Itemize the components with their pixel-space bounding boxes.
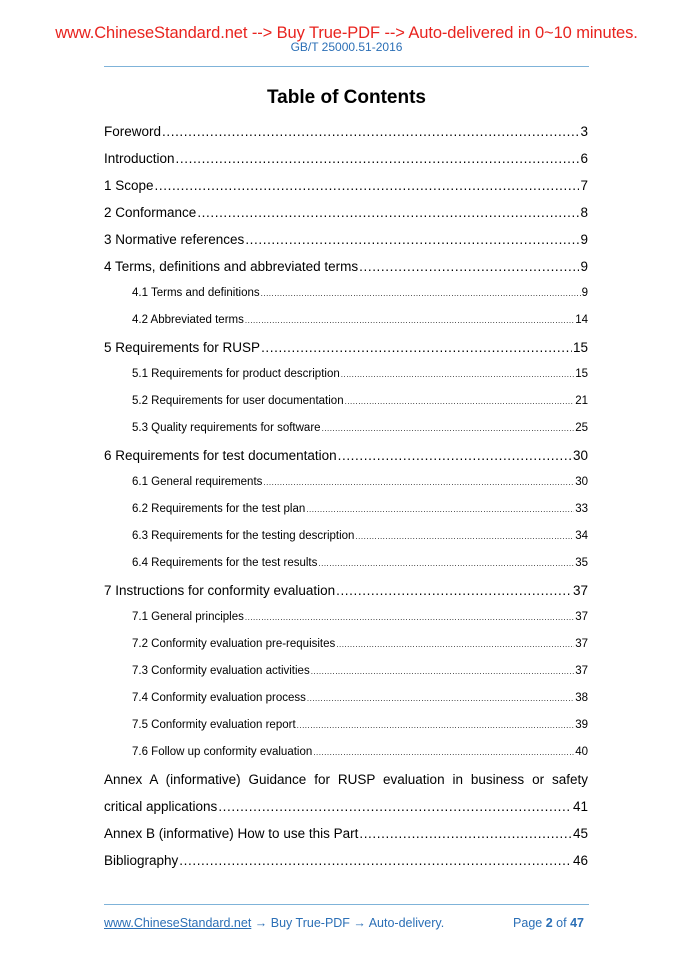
toc-entry[interactable] (104, 442, 588, 469)
toc-page-number: 37 (575, 638, 588, 650)
dot-leader (359, 820, 572, 847)
table-of-contents (104, 118, 588, 874)
toc-entry[interactable] (104, 361, 588, 388)
toc-page-number: 21 (575, 395, 588, 407)
page-label: Page (513, 916, 543, 930)
toc-entry[interactable] (104, 307, 588, 334)
toc-entry[interactable] (104, 523, 588, 550)
dot-leader (338, 442, 572, 469)
toc-entry[interactable] (104, 658, 588, 685)
footer-divider (104, 904, 589, 905)
dot-leader (155, 172, 580, 199)
toc-entry-text: Bibliography (104, 853, 179, 868)
dot-leader (297, 712, 575, 739)
toc-entry-text: 7.1 General principles (132, 611, 244, 623)
dot-leader (261, 334, 572, 361)
toc-entry[interactable] (104, 820, 588, 847)
toc-entry-text: 6.1 General requirements (132, 476, 263, 488)
toc-entry-text: 6.2 Requirements for the test plan (132, 503, 306, 515)
toc-entry-text: 7.2 Conformity evaluation pre-requisites (132, 638, 336, 650)
toc-page-number: 46 (572, 853, 588, 868)
toc-entry[interactable] (104, 145, 588, 172)
toc-entry-text: 5 Requirements for RUSP (104, 340, 261, 355)
toc-entry-text: 7.5 Conformity evaluation report (132, 719, 296, 731)
dot-leader (341, 361, 574, 388)
dot-leader (263, 469, 574, 496)
toc-entry-text: 2 Conformance (104, 205, 197, 220)
toc-page-number: 9 (580, 232, 588, 247)
dot-leader (261, 280, 581, 307)
toc-page-number: 8 (580, 205, 588, 220)
toc-entry-text: 5.2 Requirements for user documentation (132, 395, 344, 407)
dot-leader (162, 118, 579, 145)
page-of: of (556, 916, 567, 930)
toc-page-number: 9 (581, 287, 588, 299)
toc-page-number: 33 (575, 503, 588, 515)
toc-entry-text: 5.1 Requirements for product description (132, 368, 340, 380)
page-current: 2 (545, 916, 553, 930)
toc-entry-text: 7.3 Conformity evaluation activities (132, 665, 310, 677)
toc-page-number: 25 (575, 422, 588, 434)
toc-entry[interactable] (104, 334, 588, 361)
toc-page-number: 7 (580, 178, 588, 193)
promo-banner[interactable]: www.ChineseStandard.net --> Buy True-PDF --> Auto-delivered in 0~10 minutes. (55, 24, 638, 42)
toc-entry-text: critical applications (104, 799, 218, 814)
toc-entry-text: Annex B (informative) How to use this Part (104, 826, 359, 841)
toc-entry[interactable] (104, 199, 588, 226)
footer-website-link[interactable]: www.ChineseStandard.net (104, 916, 252, 930)
page-total: 47 (570, 916, 584, 930)
toc-page-number: 39 (575, 719, 588, 731)
toc-entry[interactable] (104, 172, 588, 199)
toc-page-number: 9 (580, 259, 588, 274)
toc-entry[interactable] (104, 739, 588, 766)
toc-entry[interactable] (104, 604, 588, 631)
toc-page-number: 35 (575, 557, 588, 569)
toc-entry-text: 7.4 Conformity evaluation process (132, 692, 306, 704)
toc-entry-annex-a-line1[interactable]: Annex A (informative) Guidance for RUSP evaluation in business or safety (104, 772, 588, 787)
dot-leader (355, 523, 574, 550)
toc-entry-text: 5.3 Quality requirements for software (132, 422, 321, 434)
dot-leader (176, 145, 580, 172)
toc-page-number: 15 (572, 340, 588, 355)
toc-entry-text: 6 Requirements for test documentation (104, 448, 337, 463)
toc-entry-text: Foreword (104, 124, 162, 139)
dot-leader (245, 604, 574, 631)
dot-leader (313, 739, 574, 766)
toc-entry[interactable] (104, 577, 588, 604)
toc-page-number: 34 (575, 530, 588, 542)
toc-entry-text: 4.2 Abbreviated terms (132, 314, 244, 326)
toc-entry[interactable] (104, 226, 588, 253)
dot-leader (307, 685, 574, 712)
page-footer (104, 914, 588, 932)
toc-entry[interactable] (104, 415, 588, 442)
dot-leader (345, 388, 575, 415)
toc-entry-text: 4 Terms, definitions and abbreviated terms (104, 259, 359, 274)
toc-page-number: 38 (575, 692, 588, 704)
toc-entry[interactable] (104, 280, 588, 307)
toc-page-number: 15 (575, 368, 588, 380)
standard-number: GB/T 25000.51-2016 (290, 40, 403, 54)
toc-entry[interactable] (104, 847, 588, 874)
toc-page-number: 45 (572, 826, 588, 841)
dot-leader (179, 847, 572, 874)
dot-leader (245, 226, 579, 253)
dot-leader (245, 307, 574, 334)
dot-leader (359, 253, 579, 280)
dot-leader (218, 793, 572, 820)
dot-leader (322, 415, 575, 442)
toc-entry[interactable] (104, 550, 588, 577)
toc-page-number: 30 (572, 448, 588, 463)
header-divider (104, 66, 589, 67)
dot-leader (197, 199, 579, 226)
toc-page-number: 30 (575, 476, 588, 488)
toc-entry-text: 6.3 Requirements for the testing description (132, 530, 355, 542)
toc-entry-text: 7 Instructions for conformity evaluation (104, 583, 336, 598)
toc-entry-text: 3 Normative references (104, 232, 245, 247)
dot-leader (318, 550, 574, 577)
footer-tagline: → Buy True-PDF → Auto-delivery. (251, 916, 445, 930)
toc-page-number: 37 (575, 665, 588, 677)
dot-leader (336, 577, 572, 604)
dot-leader (336, 631, 574, 658)
toc-page-number: 40 (575, 746, 588, 758)
page-indicator (513, 914, 584, 932)
toc-entry[interactable] (104, 496, 588, 523)
toc-entry[interactable] (104, 712, 588, 739)
toc-entry-text: 4.1 Terms and definitions (132, 287, 260, 299)
toc-entry-text: Introduction (104, 151, 175, 166)
dot-leader (306, 496, 574, 523)
toc-entry-text: 1 Scope (104, 178, 154, 193)
page-title: Table of Contents (266, 87, 427, 108)
toc-page-number: 37 (572, 583, 588, 598)
toc-entry-annex-a-line2[interactable] (104, 793, 588, 820)
toc-entry[interactable] (104, 685, 588, 712)
toc-page-number: 3 (580, 124, 588, 139)
dot-leader (311, 658, 575, 685)
toc-entry-text: 7.6 Follow up conformity evaluation (132, 746, 313, 758)
toc-entry-text: 6.4 Requirements for the test results (132, 557, 318, 569)
toc-entry[interactable] (104, 253, 588, 280)
toc-page-number: 14 (575, 314, 588, 326)
toc-page-number: 6 (580, 151, 588, 166)
toc-entry[interactable] (104, 469, 588, 496)
toc-entry[interactable] (104, 631, 588, 658)
toc-entry[interactable] (104, 388, 588, 415)
toc-page-number: 41 (572, 799, 588, 814)
toc-entry[interactable] (104, 118, 588, 145)
toc-page-number: 37 (575, 611, 588, 623)
